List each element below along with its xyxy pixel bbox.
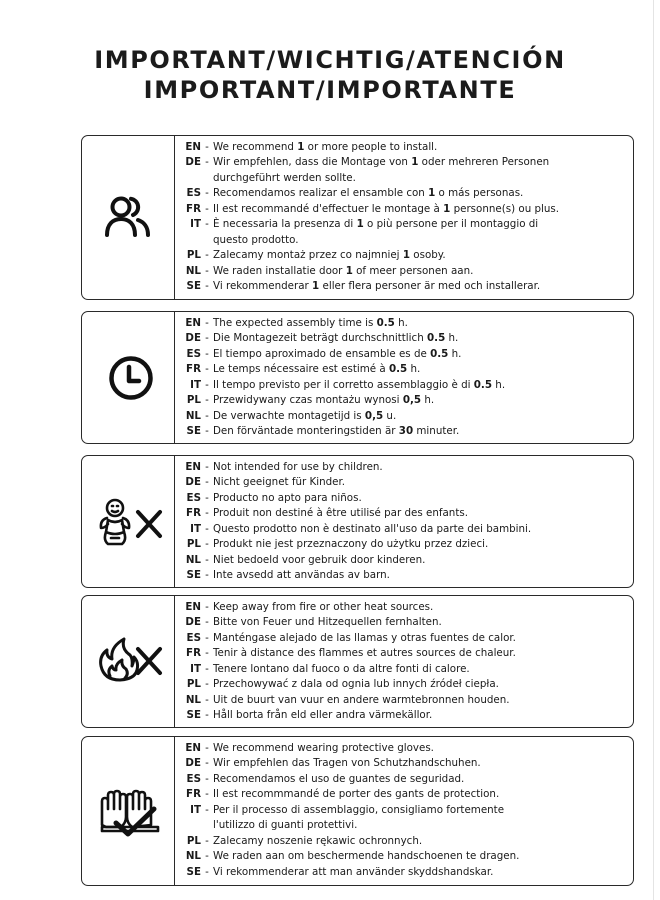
instruction-text: Le temps nécessaire est estimé à 0.5 h. xyxy=(213,363,421,376)
instruction-text: El tiempo aproximado de ensamble es de 0.5 h. xyxy=(213,347,462,360)
instruction-text: Bitte von Feuer und Hitzequellen fernhalten. xyxy=(213,616,442,629)
language-code: IT xyxy=(190,378,201,391)
instruction-continuation: l'utilizzo di guanti protettivi. xyxy=(213,819,358,832)
instruction-text: De verwachte montagetijd is 0,5 u. xyxy=(213,409,397,422)
language-code: NL xyxy=(185,850,201,863)
language-code: DE xyxy=(185,757,201,770)
language-code: EN xyxy=(185,742,201,754)
section-gloves xyxy=(81,736,634,886)
instruction-text: Il est recommmandé de porter des gants de protection. xyxy=(213,788,500,801)
instruction-line-it: IT - Per il processo di assemblaggio, consigliamo fortemente xyxy=(184,803,627,818)
instruction-text: Il tempo previsto per il corretto assemblaggio è di 0.5 h. xyxy=(213,378,506,391)
instruction-continuation: durchgeführt werden sollte. xyxy=(213,171,356,184)
instruction-line-nl: NL - Uit de buurt van vuur en andere warmtebronnen houden. xyxy=(184,693,627,708)
language-code: SE xyxy=(186,569,201,582)
instruction-line-fr: FR - Il est recommandé d'effectuer le montage à 1 personne(s) ou plus. xyxy=(184,202,627,217)
instruction-line-es: ES - Recomendamos realizar el ensamble con 1 o más personas. xyxy=(184,186,627,201)
language-code: DE xyxy=(185,332,201,345)
language-code: PL xyxy=(186,678,201,691)
instruction-text: Produit non destiné à être utilisé par des enfants. xyxy=(213,507,469,520)
instruction-text: Questo prodotto non è destinato all'uso da parte dei bambini. xyxy=(213,522,532,535)
section-text xyxy=(184,460,627,584)
section-assembly-time xyxy=(81,311,634,444)
title-line-1: IMPORTANT/WICHTIG/ATENCIÓN xyxy=(94,46,566,74)
instruction-continuation: questo prodotto. xyxy=(213,233,299,246)
instruction-line-se: SE - Vi rekommenderar att man använder skyddshandskar. xyxy=(184,865,627,880)
page-edge-rule xyxy=(653,0,654,900)
clock-icon xyxy=(108,355,154,401)
instruction-text: Il est recommandé d'effectuer le montage à 1 personne(s) ou plus. xyxy=(213,202,560,215)
instruction-line-it: IT - Questo prodotto non è destinato all'uso da parte dei bambini. xyxy=(184,522,627,537)
instruction-text: Vi rekommenderar att man använder skyddshandskar. xyxy=(213,865,494,878)
language-code: IT xyxy=(190,662,201,675)
instruction-line-pl: PL - Produkt nie jest przeznaczony do użytku przez dzieci. xyxy=(184,537,627,552)
instruction-line-fr: FR - Il est recommmandé de porter des gants de protection. xyxy=(184,787,627,802)
instruction-text: Die Montagezeit beträgt durchschnittlich 0.5 h. xyxy=(213,332,459,345)
title-line-2: IMPORTANT/IMPORTANTE xyxy=(143,76,517,104)
instruction-line-en: EN - Not intended for use by children. xyxy=(184,460,627,475)
instruction-text: Przechowywać z dala od ognia lub innych źródeł ciepła. xyxy=(213,678,499,691)
instruction-text: Wir empfehlen das Tragen von Schutzhandschuhen. xyxy=(213,757,481,770)
instruction-text: Recomendamos realizar el ensamble con 1 o más personas. xyxy=(213,187,524,200)
language-code: ES xyxy=(186,772,201,785)
instruction-line-it: IT - Il tempo previsto per il corretto assemblaggio è di 0.5 h. xyxy=(184,378,627,393)
instruction-text: Zalecamy noszenie rękawic ochronnych. xyxy=(213,834,423,847)
instruction-text: Keep away from fire or other heat sources. xyxy=(213,601,434,613)
instruction-line-it: IT - Tenere lontano dal fuoco o da altre fonti di calore. xyxy=(184,662,627,677)
instruction-line-se: SE - Håll borta från eld eller andra värmekällor. xyxy=(184,708,627,723)
section-installers xyxy=(81,135,634,300)
instruction-text: We raden installatie door 1 of meer personen aan. xyxy=(213,264,474,277)
instruction-line-fr: FR - Produit non destiné à être utilisé par des enfants. xyxy=(184,506,627,521)
instruction-text: Przewidywany czas montażu wynosi 0,5 h. xyxy=(213,394,435,407)
language-code: FR xyxy=(186,647,201,660)
instruction-line-es: ES - Recomendamos el uso de guantes de seguridad. xyxy=(184,772,627,787)
language-code: ES xyxy=(186,631,201,644)
no-children-icon xyxy=(98,496,164,550)
language-code: SE xyxy=(186,865,201,878)
instruction-text: Producto no apto para niños. xyxy=(213,491,362,504)
language-code: EN xyxy=(185,461,201,473)
instruction-line-se: SE - Inte avsedd att användas av barn. xyxy=(184,568,627,583)
language-code: DE xyxy=(185,156,201,169)
language-code: FR xyxy=(186,507,201,520)
language-code: NL xyxy=(185,264,201,277)
instruction-line-pl: PL - Zalecamy noszenie rękawic ochronnych. xyxy=(184,834,627,849)
protective-gloves-icon xyxy=(96,787,164,837)
language-code: PL xyxy=(186,394,201,407)
language-code: DE xyxy=(185,476,201,489)
language-code: SE xyxy=(186,425,201,438)
language-code: NL xyxy=(185,693,201,706)
instruction-line-pl: PL - Przewidywany czas montażu wynosi 0,5 h. xyxy=(184,393,627,408)
page-title xyxy=(0,45,660,105)
section-fire xyxy=(81,595,634,728)
language-code: FR xyxy=(186,788,201,801)
instruction-text: Wir empfehlen, dass die Montage von 1 oder mehreren Personen xyxy=(213,156,550,169)
section-text xyxy=(184,741,627,880)
instruction-text: Manténgase alejado de las llamas y otras fuentes de calor. xyxy=(213,631,516,644)
language-code: FR xyxy=(186,363,201,376)
instruction-text: Not intended for use by children. xyxy=(213,461,383,473)
instruction-line-de: DE - Nicht geeignet für Kinder. xyxy=(184,475,627,490)
instruction-text: The expected assembly time is 0.5 h. xyxy=(213,317,408,329)
instruction-text: We recommend wearing protective gloves. xyxy=(213,742,434,754)
instruction-text: Tenir à distance des flammes et autres sources de chaleur. xyxy=(213,647,516,660)
instruction-line-de: DE - Wir empfehlen, dass die Montage von 1 oder mehreren Personen xyxy=(184,155,627,170)
instruction-line-de: DE - Wir empfehlen das Tragen von Schutzhandschuhen. xyxy=(184,756,627,771)
instruction-line-de: DE - Die Montagezeit beträgt durchschnittlich 0.5 h. xyxy=(184,331,627,346)
language-code: PL xyxy=(186,538,201,551)
language-code: ES xyxy=(186,491,201,504)
instruction-text: Håll borta från eld eller andra värmekällor. xyxy=(213,709,433,722)
language-code: EN xyxy=(185,317,201,329)
instruction-line-nl: NL - We raden aan om beschermende handschoenen te dragen. xyxy=(184,849,627,864)
instruction-line-nl: NL - We raden installatie door 1 of meer personen aan. xyxy=(184,264,627,279)
instruction-line-fr: FR - Tenir à distance des flammes et autres sources de chaleur. xyxy=(184,646,627,661)
language-code: ES xyxy=(186,347,201,360)
section-text xyxy=(184,140,627,295)
instruction-text: Zalecamy montaż przez co najmniej 1 osoby. xyxy=(213,249,446,262)
language-code: ES xyxy=(186,187,201,200)
instruction-line-es: ES - El tiempo aproximado de ensamble es de 0.5 h. xyxy=(184,347,627,362)
section-text xyxy=(184,316,627,440)
instruction-text: Den förväntade monteringstiden är 30 minuter. xyxy=(213,425,460,438)
language-code: NL xyxy=(185,553,201,566)
instruction-line-es: ES - Producto no apto para niños. xyxy=(184,491,627,506)
instruction-line-nl: NL - De verwachte montagetijd is 0,5 u. xyxy=(184,409,627,424)
language-code: IT xyxy=(190,218,201,231)
instruction-text: Vi rekommenderar 1 eller flera personer är med och installerar. xyxy=(213,280,541,293)
language-code: NL xyxy=(185,409,201,422)
language-code: SE xyxy=(186,709,201,722)
instruction-line-se: SE - Den förväntade monteringstiden är 30 minuter. xyxy=(184,424,627,439)
instruction-line-en: EN - We recommend wearing protective gloves. xyxy=(184,741,627,756)
instruction-line-pl: PL - Zalecamy montaż przez co najmniej 1 osoby. xyxy=(184,248,627,263)
instruction-line-en: EN - We recommend 1 or more people to install. xyxy=(184,140,627,155)
section-children xyxy=(81,455,634,588)
language-code: PL xyxy=(186,249,201,262)
instruction-text: Inte avsedd att användas av barn. xyxy=(213,569,390,582)
language-code: EN xyxy=(185,601,201,613)
language-code: IT xyxy=(190,522,201,535)
instruction-line-nl: NL - Niet bedoeld voor gebruik door kinderen. xyxy=(184,553,627,568)
language-code: SE xyxy=(186,280,201,293)
instruction-text: We recommend 1 or more people to install. xyxy=(213,141,438,153)
instruction-line-en: EN - Keep away from fire or other heat sources. xyxy=(184,600,627,615)
instruction-line-it: IT - È necessaria la presenza di 1 o più persone per il montaggio di xyxy=(184,217,627,232)
language-code: EN xyxy=(185,141,201,153)
instruction-line-pl: PL - Przechowywać z dala od ognia lub innych źródeł ciepła. xyxy=(184,677,627,692)
section-text xyxy=(184,600,627,724)
instruction-line-de: DE - Bitte von Feuer und Hitzequellen fernhalten. xyxy=(184,615,627,630)
instruction-text: Uit de buurt van vuur en andere warmtebronnen houden. xyxy=(213,693,510,706)
language-code: IT xyxy=(190,803,201,816)
instruction-text: Per il processo di assemblaggio, consigliamo fortemente xyxy=(213,803,505,816)
no-fire-icon xyxy=(96,636,164,686)
instruction-text: Tenere lontano dal fuoco o da altre fonti di calore. xyxy=(213,662,470,675)
instruction-text: Recomendamos el uso de guantes de seguridad. xyxy=(213,772,465,785)
language-code: PL xyxy=(186,834,201,847)
language-code: FR xyxy=(186,202,201,215)
instruction-text: Produkt nie jest przeznaczony do użytku przez dzieci. xyxy=(213,538,489,551)
instruction-line-es: ES - Manténgase alejado de las llamas y otras fuentes de calor. xyxy=(184,631,627,646)
instruction-text: Niet bedoeld voor gebruik door kinderen. xyxy=(213,553,426,566)
two-people-icon xyxy=(104,194,152,240)
instruction-text: We raden aan om beschermende handschoenen te dragen. xyxy=(213,850,520,863)
instruction-line-en: EN - The expected assembly time is 0.5 h. xyxy=(184,316,627,331)
instruction-text: Nicht geeignet für Kinder. xyxy=(213,476,346,489)
instruction-line-se: SE - Vi rekommenderar 1 eller flera personer är med och installerar. xyxy=(184,279,627,294)
instruction-line-fr: FR - Le temps nécessaire est estimé à 0.5 h. xyxy=(184,362,627,377)
language-code: DE xyxy=(185,616,201,629)
instruction-text: È necessaria la presenza di 1 o più persone per il montaggio di xyxy=(213,218,539,231)
